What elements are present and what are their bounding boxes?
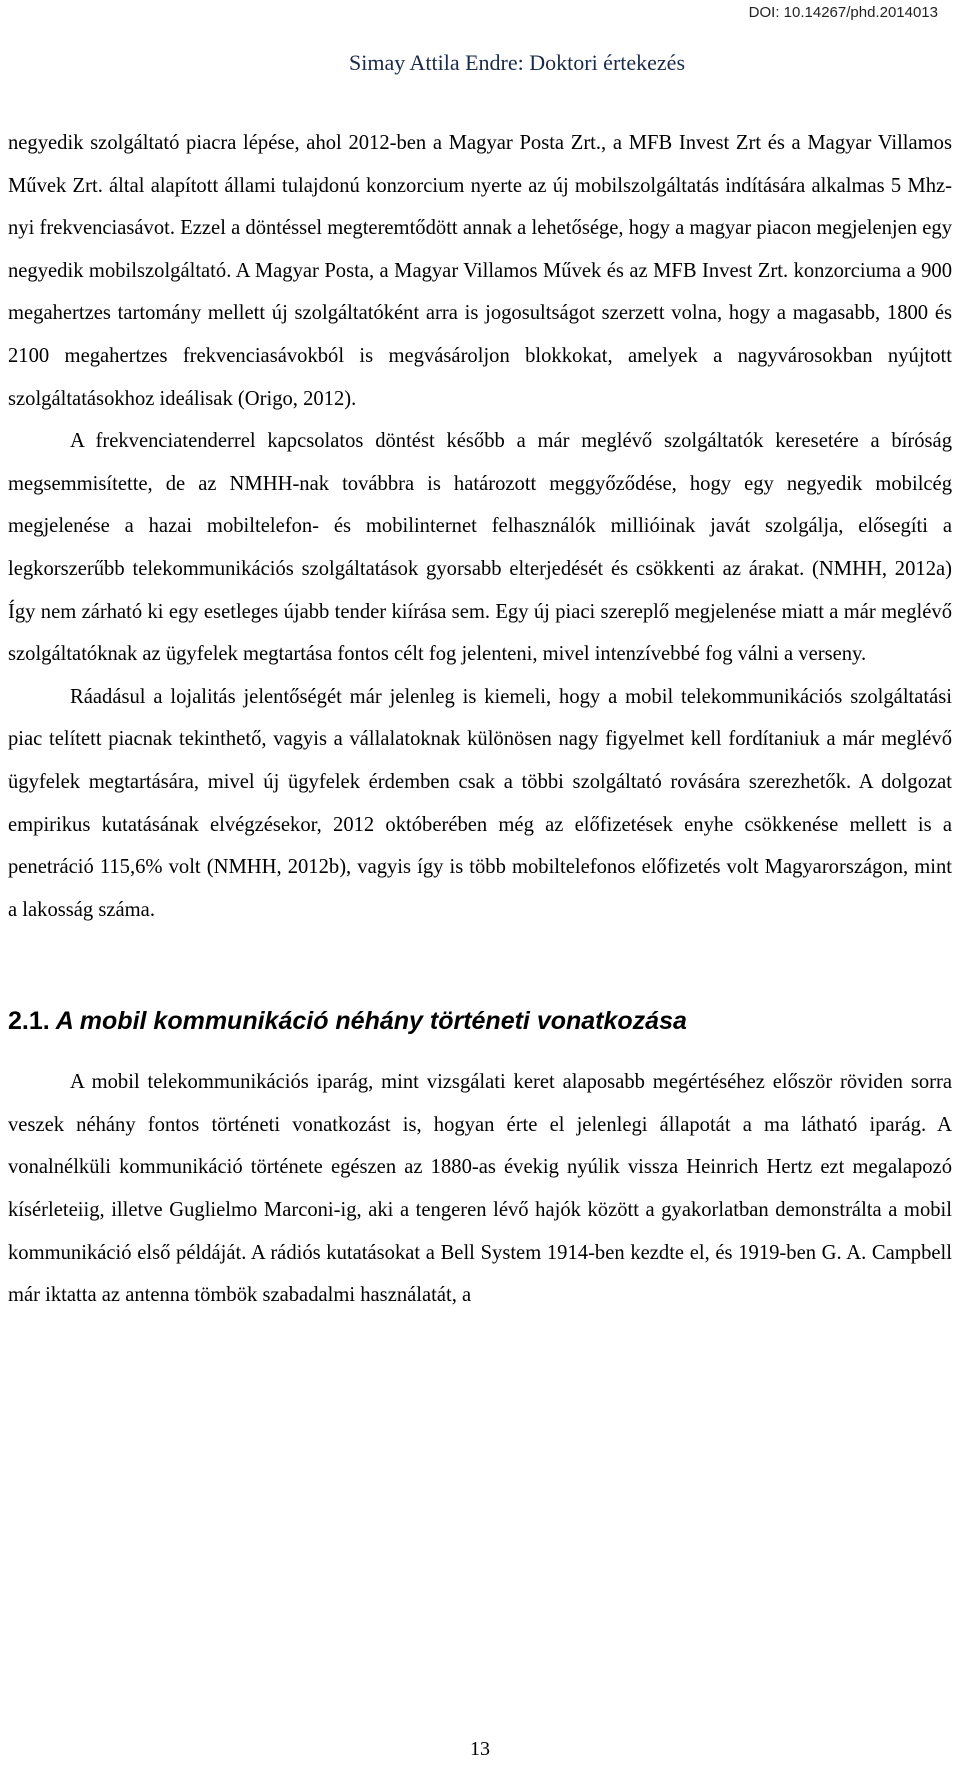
- doi-line: DOI: 10.14267/phd.2014013: [748, 4, 938, 21]
- running-header: Simay Attila Endre: Doktori értekezés: [348, 50, 685, 75]
- page-body: [8, 122, 952, 1317]
- page-number: 13: [470, 1738, 490, 1760]
- paragraph-history: A mobil telekommunikációs iparág, mint vizsgálati keret alaposabb megértéséhez először röviden sorra veszek néhány fontos történeti vonatkozást is, hogyan érte el jelenlegi állapotát a ma látható iparág. A vonalnélküli kommunikáció története egészen az 1880-as évekig nyúlik vissza Heinrich Hertz ezt megalapozó kísérleteiig, illetve Guglielmo Marconi-ig, aki a tengeren lévő hajók között a gyakorlatban demonstrálta a mobil kommunikáció első példáját. A rádiós kutatásokat a Bell System 1914-ben kezdte el, és 1919-ben G. A. Campbell már iktatta az antenna tömbök szabadalmi használatát, a: [8, 1071, 952, 1307]
- section-title: A mobil kommunikáció néhány történeti vonatkozása: [55, 1007, 687, 1036]
- paragraph-loyalty: Ráadásul a lojalitás jelentőségét már jelenleg is kiemeli, hogy a mobil telekommunikációs szolgáltatási piac telített piacnak tekinthető, vagyis a vállalatoknak különösen nagy figyelmet kell fordítaniuk a már meglévő ügyfelek megtartására, mivel új ügyfelek érdemben csak a többi szolgáltató rovására szerezhetők. A dolgozat empirikus kutatásának elvégzésekor, 2012 októberében még az előfizetések enyhe csökkenése mellett is a penetráció 115,6% volt (NMHH, 2012b), vagyis így is több mobiltelefonos előfizetés volt Magyarországon, mint a lakosság száma.: [8, 685, 952, 921]
- paragraph-continuation: negyedik szolgáltató piacra lépése, ahol 2012-ben a Magyar Posta Zrt., a MFB Invest Zrt és a Magyar Villamos Művek Zrt. által alapított állami tulajdonú konzorcium nyerte az új mobilszolgáltatás indítására alkalmas 5 Mhz-nyi frekvenciasávot. Ezzel a döntéssel megteremtődött annak a lehetősége, hogy a magyar piacon megjelenjen egy negyedik mobilszolgáltató. A Magyar Posta, a Magyar Villamos Művek és az MFB Invest Zrt. konzorciuma a 900 megahertzes tartomány mellett új szolgáltatóként arra is jogosultságot szerzett volna, hogy a magasabb, 1800 és 2100 megahertzes frekvenciasávokból is megvásároljon blokkokat, amelyek a nagyvárosokban nyújtott szolgáltatásokhoz ideálisak (Origo, 2012).: [8, 132, 952, 410]
- section-heading: [8, 1005, 952, 1037]
- section-number: 2.1.: [8, 1007, 50, 1036]
- paragraph-frequency-tender: A frekvenciatenderrel kapcsolatos döntést később a már meglévő szolgáltatók keresetére a bíróság megsemmisítette, de az NMHH-nak továbbra is határozott meggyőződése, hogy egy negyedik mobilcég megjelenése a hazai mobiltelefon- és mobilinternet felhasználók millióinak javát szolgálja, elősegíti a legkorszerűbb telekommunikációs szolgáltatások gyorsabb elterjedését és csökkenti az árakat. (NMHH, 2012a) Így nem zárható ki egy esetleges újabb tender kiírása sem. Egy új piaci szereplő megjelenése miatt a már meglévő szolgáltatóknak az ügyfelek megtartása fontos célt fog jelenteni, mivel intenzívebbé fog válni a verseny.: [8, 430, 952, 666]
